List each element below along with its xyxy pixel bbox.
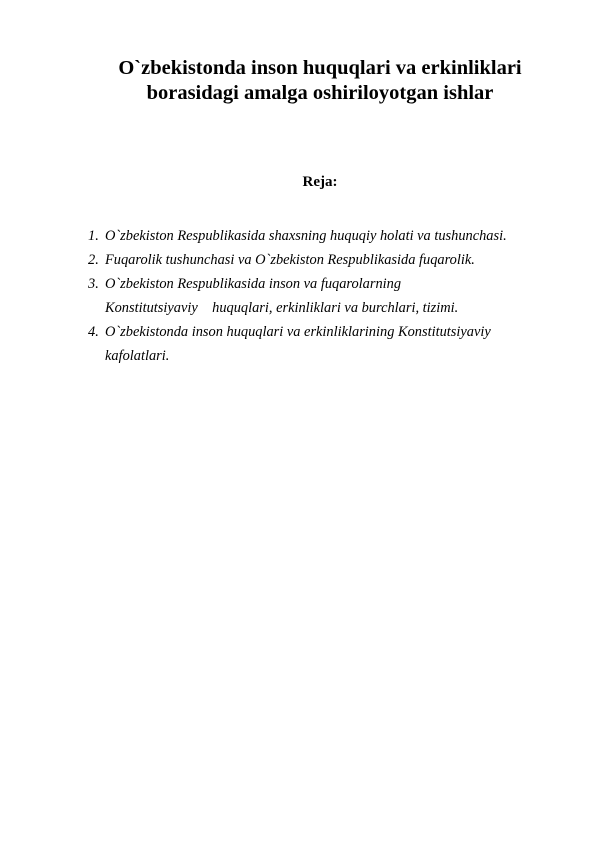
plan-item-text-continued: kafolatlari.: [105, 348, 170, 364]
plan-item: [88, 272, 578, 320]
plan-item-number: 4.: [88, 324, 99, 340]
plan-item-text-continued: Konstitutsiyaviy huquqlari, erkinliklari va burchlari, tizimi.: [105, 300, 459, 316]
plan-item-number: 1.: [88, 228, 99, 244]
plan-heading: Reja:: [302, 174, 338, 190]
title-line-1: O`zbekistonda inson huquqlari va erkinliklari: [118, 57, 522, 79]
plan-item: [88, 224, 578, 248]
plan-item: [88, 320, 578, 368]
title-line-2: borasidagi amalga oshiriloyotgan ishlar: [146, 82, 494, 104]
plan-list: [88, 224, 578, 368]
plan-item-text: O`zbekiston Respublikasida shaxsning huquqiy holati va tushunchasi.: [105, 228, 507, 244]
plan-item: [88, 248, 578, 272]
document-title: [60, 56, 580, 106]
plan-item-text: Fuqarolik tushunchasi va O`zbekiston Respublikasida fuqarolik.: [105, 252, 475, 268]
plan-item-number: 2.: [88, 252, 99, 268]
plan-item-text: O`zbekiston Respublikasida inson va fuqarolarning: [105, 276, 402, 292]
plan-item-text: O`zbekistonda inson huquqlari va erkinliklarining Konstitutsiyaviy: [105, 324, 491, 340]
plan-item-number: 3.: [88, 276, 99, 292]
